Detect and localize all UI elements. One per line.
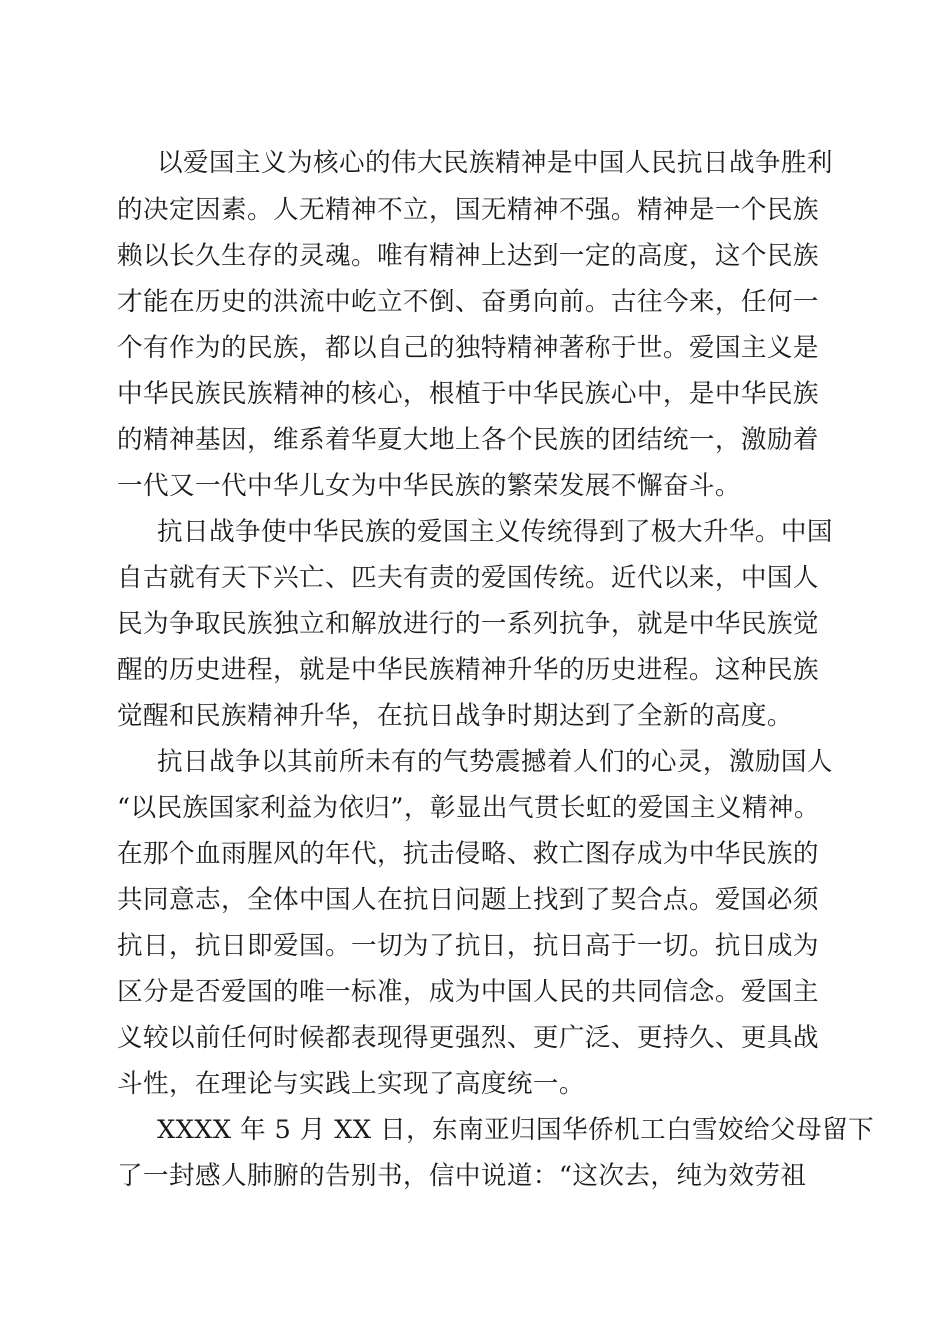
paragraph-1-line-2: 的决定因素。人无精神不立，国无精神不强。精神是一个民族 <box>117 195 819 225</box>
paragraph-1-line-7: 的精神基因，维系着华夏大地上各个民族的团结统一，激励着 <box>117 425 819 455</box>
paragraph-3-line-4: 共同意志，全体中国人在抗日问题上找到了契合点。爱国必须 <box>117 885 819 915</box>
paragraph-1-line-4: 才能在历史的洪流中屹立不倒、奋勇向前。古往今来，任何一 <box>117 287 819 317</box>
paragraph-1-line-6: 中华民族民族精神的核心，根植于中华民族心中，是中华民族 <box>117 379 819 409</box>
paragraph-3-line-3: 在那个血雨腥风的年代，抗击侵略、救亡图存成为中华民族的 <box>117 839 819 869</box>
paragraph-2-line-2: 自古就有天下兴亡、匹夫有责的爱国传统。近代以来，中国人 <box>117 563 819 593</box>
paragraph-4-line-1: XXXX 年 5 月 XX 日，东南亚归国华侨机工白雪姣给父母留下 <box>157 1115 874 1145</box>
paragraph-1-line-1: 以爱国主义为核心的伟大民族精神是中国人民抗日战争胜利 <box>157 148 833 178</box>
paragraph-1-line-3: 赖以长久生存的灵魂。唯有精神上达到一定的高度，这个民族 <box>117 241 819 271</box>
paragraph-2-line-4: 醒的历史进程，就是中华民族精神升华的历史进程。这种民族 <box>117 655 819 685</box>
paragraph-3-line-6: 区分是否爱国的唯一标准，成为中国人民的共同信念。爱国主 <box>117 977 819 1007</box>
paragraph-1-line-8: 一代又一代中华儿女为中华民族的繁荣发展不懈奋斗。 <box>117 471 741 501</box>
paragraph-3-line-1: 抗日战争以其前所未有的气势震撼着人们的心灵，激励国人 <box>157 747 833 777</box>
paragraph-2-line-1: 抗日战争使中华民族的爱国主义传统得到了极大升华。中国 <box>157 517 833 547</box>
paragraph-2-line-3: 民为争取民族独立和解放进行的一系列抗争，就是中华民族觉 <box>117 609 819 639</box>
paragraph-4-line-2: 了一封感人肺腑的告别书，信中说道：“这次去，纯为效劳祖 <box>117 1161 807 1191</box>
paragraph-1-line-5: 个有作为的民族，都以自己的独特精神著称于世。爱国主义是 <box>117 333 819 363</box>
paragraph-3-line-5: 抗日，抗日即爱国。一切为了抗日，抗日高于一切。抗日成为 <box>117 931 819 961</box>
paragraph-2-line-5: 觉醒和民族精神升华，在抗日战争时期达到了全新的高度。 <box>117 701 793 731</box>
paragraph-3-line-7: 义较以前任何时候都表现得更强烈、更广泛、更持久、更具战 <box>117 1023 819 1053</box>
paragraph-3-line-2: “以民族国家利益为依归”，彰显出气贯长虹的爱国主义精神。 <box>117 793 820 823</box>
paragraph-3-line-8: 斗性，在理论与实践上实现了高度统一。 <box>117 1069 585 1099</box>
